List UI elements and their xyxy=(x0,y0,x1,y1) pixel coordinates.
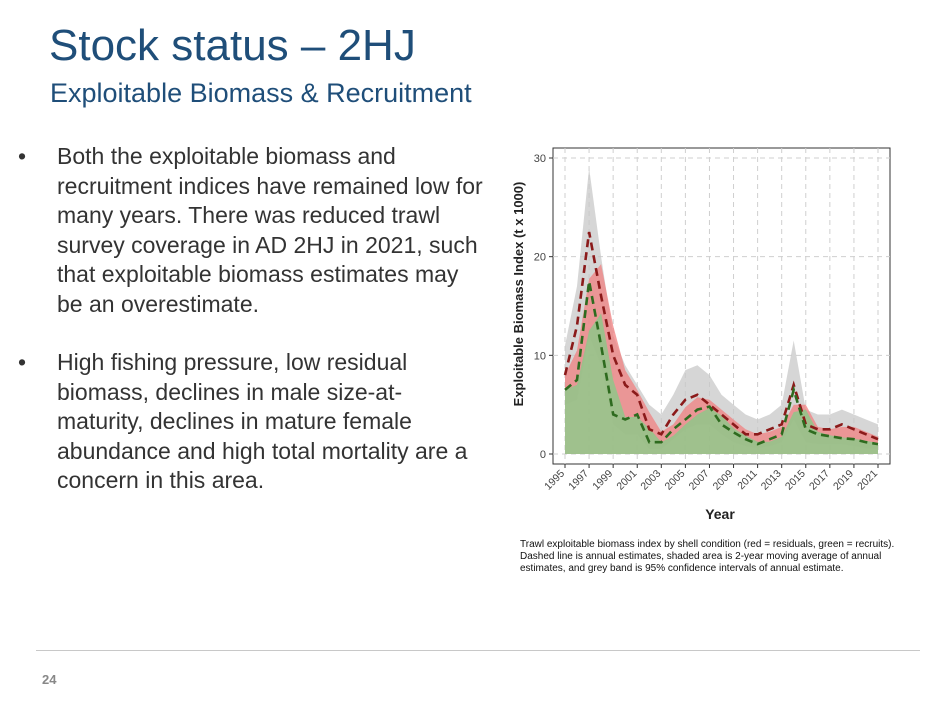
chart-svg xyxy=(505,140,895,530)
x-tick-label: 2011 xyxy=(735,467,760,493)
bullet-text: High fishing pressure, low residual biomass, declines in male size-at-maturity, declines in mature female abundance and high total mortality are a concern in this area. xyxy=(57,349,468,493)
bullet-item xyxy=(18,142,488,319)
x-tick-label: 2007 xyxy=(686,467,712,493)
bullet-text: Both the exploitable biomass and recruitment indices have remained low for many years. There was reduced trawl survey coverage in AD 2HJ in 2021, such that exploitable biomass estimates may be an overestimate. xyxy=(57,143,483,317)
x-tick-label: 2019 xyxy=(831,467,857,493)
y-tick-label: 10 xyxy=(533,350,546,363)
chart-caption: Trawl exploitable biomass index by shell condition (red = residuals, green = recruits). Dashed line is annual estimates, shaded area is 2-year moving average of annual estimates, and grey band is 95% confidence intervals of annual estimate. xyxy=(520,539,895,574)
page-number: 24 xyxy=(42,672,57,687)
x-tick-label: 2009 xyxy=(710,467,736,493)
x-tick-label: 2015 xyxy=(782,467,808,493)
x-tick-label: 1999 xyxy=(590,467,616,493)
bullet-list xyxy=(18,142,488,525)
x-axis-label: Year xyxy=(705,506,735,522)
slide-subtitle: Exploitable Biomass & Recruitment xyxy=(50,78,472,108)
x-tick-label: 1995 xyxy=(542,467,568,493)
x-tick-label: 2005 xyxy=(662,467,688,493)
x-tick-label: 2001 xyxy=(614,467,640,493)
bullet-marker: • xyxy=(18,349,27,375)
x-tick-label: 2017 xyxy=(806,467,832,493)
y-axis-label: Exploitable Biomass Index (t x 1000) xyxy=(511,181,526,407)
bullet-marker: • xyxy=(18,143,27,169)
footer-divider xyxy=(36,650,920,651)
x-tick-label: 2021 xyxy=(855,467,881,493)
x-tick-label: 1997 xyxy=(566,467,592,493)
x-tick-label: 2003 xyxy=(638,467,664,493)
y-tick-label: 20 xyxy=(533,251,546,264)
slide-title: Stock status – 2HJ xyxy=(49,21,416,70)
y-tick-label: 0 xyxy=(539,449,546,461)
bullet-item xyxy=(18,348,488,496)
x-tick-label: 2013 xyxy=(758,467,784,493)
biomass-chart xyxy=(505,140,895,530)
y-tick-label: 30 xyxy=(533,153,546,165)
